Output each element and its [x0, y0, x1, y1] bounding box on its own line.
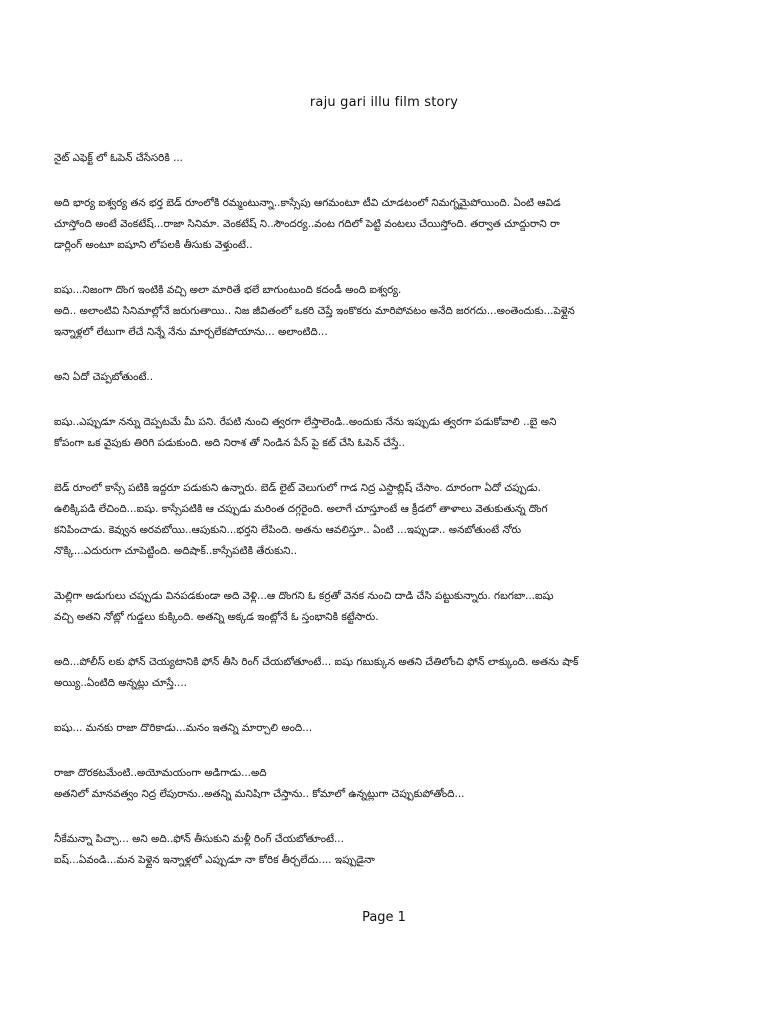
story-line: ఐష్...ఏవండి...మన పెళ్లైన ఇన్నాళ్లలో ఎప్పుడూ నా కోరిక తీర్చలేదు.... ఇప్పుడైనా: [54, 854, 375, 866]
story-paragraph: [54, 652, 718, 694]
story-line: ఐషు...నిజంగా దొంగ ఇంటికి వచ్చి అలా మారితే భలే బాగుంటుంది కదండీ అంది ఐశ్వర్య.: [54, 284, 402, 296]
document-title: raju gari illu film story: [309, 95, 459, 110]
story-line: చూస్తోంది అంటే వెంకటేష్...రాజా సినిమా. వెంకటేష్ ని..సౌందర్య..వంట గదిలో పెట్టి వంటలు చేయిస్తోంది. తర్వాత చూద్దురాని రా: [54, 218, 560, 230]
story-line: అది...పోలీస్ లకు ఫోన్ చెయ్యటానికి ఫోన్ తీసి రింగ్ చేయబోతూంటే... ఐషు గబుక్కున అతని చేతిలోంచి ఫోన్ లాక్కుంది. అతను షాక్: [54, 656, 579, 668]
story-paragraph: [54, 718, 718, 739]
story-paragraph: [54, 367, 718, 388]
story-line: అది భార్య ఐశ్వర్య తన భర్త బెడ్ రూంలోకి రమ్మంటున్నా..కాస్సేపు ఆగమంటూ టీవి చూడటంలో నిమగ్నమైపోయింది. ఏంటి ఆవిడ: [54, 197, 561, 209]
story-line: డార్లింగ్ అంటూ ఐషూని లోపలకి తీసుకు వెళ్తుంటే..: [54, 239, 253, 251]
story-line: మెల్లిగా అడుగులు చప్పుడు వినపడకుండా అది వెళ్లి...ఆ దొంగని ఓ కర్రతో వెనక నుంచి దాడి చేసి పట్టుకున్నారు. గబగబా...ఐషు: [54, 590, 554, 602]
story-paragraph: [54, 763, 718, 805]
story-line: ఉలిక్కిపడి లేచింది...ఐషు. కాస్సేపటికి ఆ చప్పుడు మరింత దగ్గరైంది. అలాగే చూస్తూంటే ఆ క్రీడలో తాళాలు వెతుకుతున్న దొంగ: [54, 503, 548, 515]
story-line: అది.. అలాంటివి సినిమాల్లోనే జరుగుతాయి.. నిజ జీవితంలో ఒకరి చెప్తే ఇంకొకరు మారిపోవటం అనేది జరగదు...అంతెందుకు...పెళ్లైన: [54, 305, 575, 317]
story-line: ఇన్నాళ్లలో లేటుగా లేచే నిన్నే నేను మార్చలేకపోయాను... అలాంటిది...: [54, 326, 328, 338]
story-line: కోపంగా ఒక వైపుకు తిరిగి పడుకుంది. అది నిరాశ తో నిండిన పేస్ పై కట్ చేసి ఓపెన్ చేస్తే..: [54, 437, 405, 449]
story-line: ఐషు... మనకు రాజా దొరికాడు...మనం ఇతన్ని మార్చాలి అంది...: [54, 722, 313, 734]
story-paragraph: [54, 586, 718, 628]
story-paragraph: [54, 148, 718, 169]
story-line: నైట్ ఎఫెక్ట్ లో ఓపెన్ చేసేసరికి ...: [54, 152, 183, 164]
story-paragraph: [54, 280, 718, 343]
story-line: బెడ్ రూంలో కాస్సే పటికి ఇద్దరూ పడుకుని ఉన్నారు. బెడ్ లైట్ వెలుగులో గాడ నిద్ర ఎస్టాబ్లిష్ చేసాం. దూరంగా ఏదో చప్పుడు.: [54, 482, 541, 494]
story-line: నీకేమన్నా పిచ్చా... అని అది..ఫోన్ తీసుకుని మళ్లీ రింగ్ చేయబోతూంటే...: [54, 833, 344, 845]
story-line: వచ్చి అతని నోట్లో గుడ్డలు కుక్కింది. అతన్ని అక్కడ ఇంట్లోనే ఓ స్తంభానికి కట్టేసారు.: [54, 611, 379, 623]
story-line: ఐషు..ఎప్పుడూ నన్ను దెప్పటమే మీ పని. రేపటి నుంచి త్వరగా లేస్తాలెండి..అందుకు నేను ఇప్పుడు త్వరగా పడుకోవాలి ..బై అని: [54, 416, 557, 428]
story-line: అతనిలో మానవత్వం నిద్ర లేపురాను..అతన్ని మనిషిగా చేస్తాను.. కోమాలో ఉన్నట్లుగా చెప్పుకుపోతోంది...: [54, 788, 465, 800]
story-line: నొక్కి...ఎదురుగా చూపెట్టింది. అదిషాక్..కాస్సేపటికి తేరుకుని..: [54, 545, 298, 557]
story-paragraph: [54, 829, 718, 871]
story-line: అయ్యి..ఏంటిది అన్నట్లు చూస్తే....: [54, 677, 187, 689]
story-paragraph: [54, 478, 718, 562]
story-paragraph: [54, 412, 718, 454]
story-line: రాజా దొరకటమేంటి..అయోమయంగా అడిగాడు...అది: [54, 767, 267, 779]
story-body: [54, 148, 718, 895]
story-line: అని ఏదో చెప్పబోతుంటే..: [54, 371, 154, 383]
story-line: కనిపించాడు. కెవ్వున అరవబోయి..ఆపుకుని...భర్తని లేపింది. అతను ఆవలిస్తూ.. ఏంటి ...ఇప్పుడా.. అనబోతుంటే నోరు: [54, 524, 522, 536]
page-number: Page 1: [362, 910, 406, 925]
story-paragraph: [54, 193, 718, 256]
